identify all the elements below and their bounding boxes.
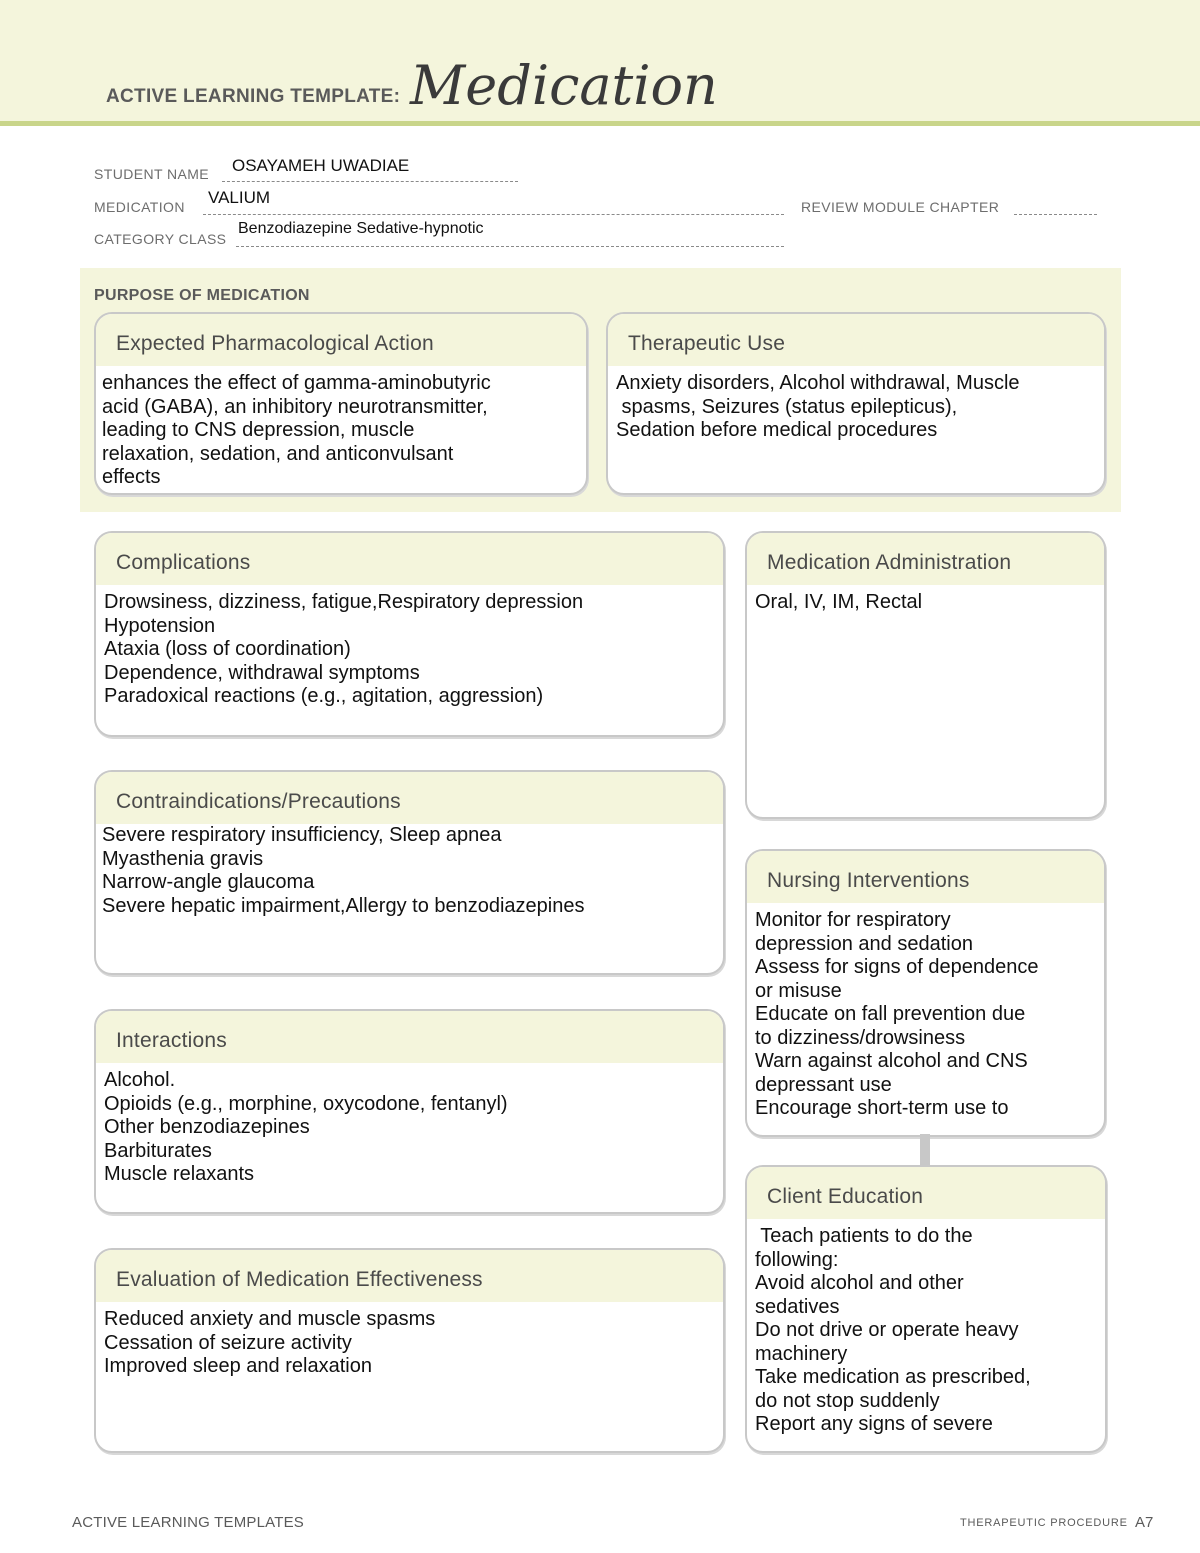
client-education-card — [745, 1165, 1107, 1453]
expected-action-title: Expected Pharmacological Action — [96, 314, 586, 366]
medication-line — [203, 214, 784, 215]
contraindications-card — [94, 770, 725, 975]
administration-title: Medication Administration — [747, 533, 1104, 585]
client-education-text[interactable]: Teach patients to do the following: Avoid alcohol and other sedatives Do not drive or operate heavy machinery Take medication as prescribed, do not stop suddenly Report any signs of severe — [755, 1225, 1031, 1435]
interactions-title: Interactions — [96, 1011, 723, 1063]
nursing-title: Nursing Interventions — [747, 851, 1104, 903]
template-label: ACTIVE LEARNING TEMPLATE: — [106, 86, 401, 107]
review-module-label: REVIEW MODULE CHAPTER — [801, 199, 1000, 215]
expected-action-card — [94, 312, 588, 495]
complications-card — [94, 531, 725, 737]
therapeutic-use-text[interactable]: Anxiety disorders, Alcohol withdrawal, Muscle spasms, Seizures (status epilepticus), Sedation before medical procedures — [616, 372, 1020, 441]
category-label: CATEGORY CLASS — [94, 231, 227, 247]
administration-card — [745, 531, 1106, 819]
administration-text[interactable]: Oral, IV, IM, Rectal — [755, 591, 923, 613]
contraindications-text[interactable]: Severe respiratory insufficiency, Sleep apnea Myasthenia gravis Narrow-angle glaucoma Severe hepatic impairment,Allergy to benzodiazepines — [102, 824, 585, 917]
nursing-card — [745, 849, 1106, 1137]
purpose-label: PURPOSE OF MEDICATION — [94, 287, 310, 304]
interactions-card — [94, 1009, 725, 1214]
complications-title: Complications — [96, 533, 723, 585]
student-name-value[interactable]: OSAYAMEH UWADIAE — [232, 156, 410, 175]
evaluation-title: Evaluation of Medication Effectiveness — [96, 1250, 723, 1302]
category-line — [236, 246, 784, 247]
evaluation-text[interactable]: Reduced anxiety and muscle spasms Cessation of seizure activity Improved sleep and relaxation — [104, 1308, 436, 1377]
footer-right: THERAPEUTIC PROCEDURE — [960, 1517, 1128, 1529]
complications-text[interactable]: Drowsiness, dizziness, fatigue,Respiratory depression Hypotension Ataxia (loss of coordination) Dependence, withdrawal symptoms Paradoxical reactions (e.g., agitation, aggression) — [104, 591, 584, 707]
expected-action-text[interactable]: enhances the effect of gamma-aminobutyric acid (GABA), an inhibitory neurotransmitter, leading to CNS depression, muscle relaxation, sedation, and anticonvulsant effects — [102, 372, 491, 488]
category-value[interactable]: Benzodiazepine Sedative-hypnotic — [238, 220, 484, 237]
card-connector — [920, 1134, 930, 1166]
footer-page-number: A7 — [1135, 1514, 1154, 1531]
footer-left: ACTIVE LEARNING TEMPLATES — [72, 1514, 304, 1531]
medication-label: MEDICATION — [94, 199, 185, 215]
student-name-label: STUDENT NAME — [94, 166, 209, 182]
contraindications-title: Contraindications/Precautions — [96, 772, 723, 824]
student-name-line — [222, 181, 518, 182]
interactions-text[interactable]: Alcohol. Opioids (e.g., morphine, oxycodone, fentanyl) Other benzodiazepines Barbiturates Muscle relaxants — [104, 1069, 508, 1185]
page-title: Medication — [410, 54, 718, 117]
therapeutic-use-card — [606, 312, 1106, 495]
evaluation-card — [94, 1248, 725, 1453]
header-divider — [0, 121, 1200, 126]
medication-value[interactable]: VALIUM — [208, 188, 271, 207]
client-education-title: Client Education — [747, 1167, 1105, 1219]
therapeutic-use-title: Therapeutic Use — [608, 314, 1104, 366]
nursing-text[interactable]: Monitor for respiratory depression and sedation Assess for signs of dependence or misuse Educate on fall prevention due to dizziness/drowsiness Warn against alcohol and CNS depressant use Encourage short-term use to — [755, 909, 1039, 1119]
review-module-line[interactable] — [1014, 214, 1097, 215]
